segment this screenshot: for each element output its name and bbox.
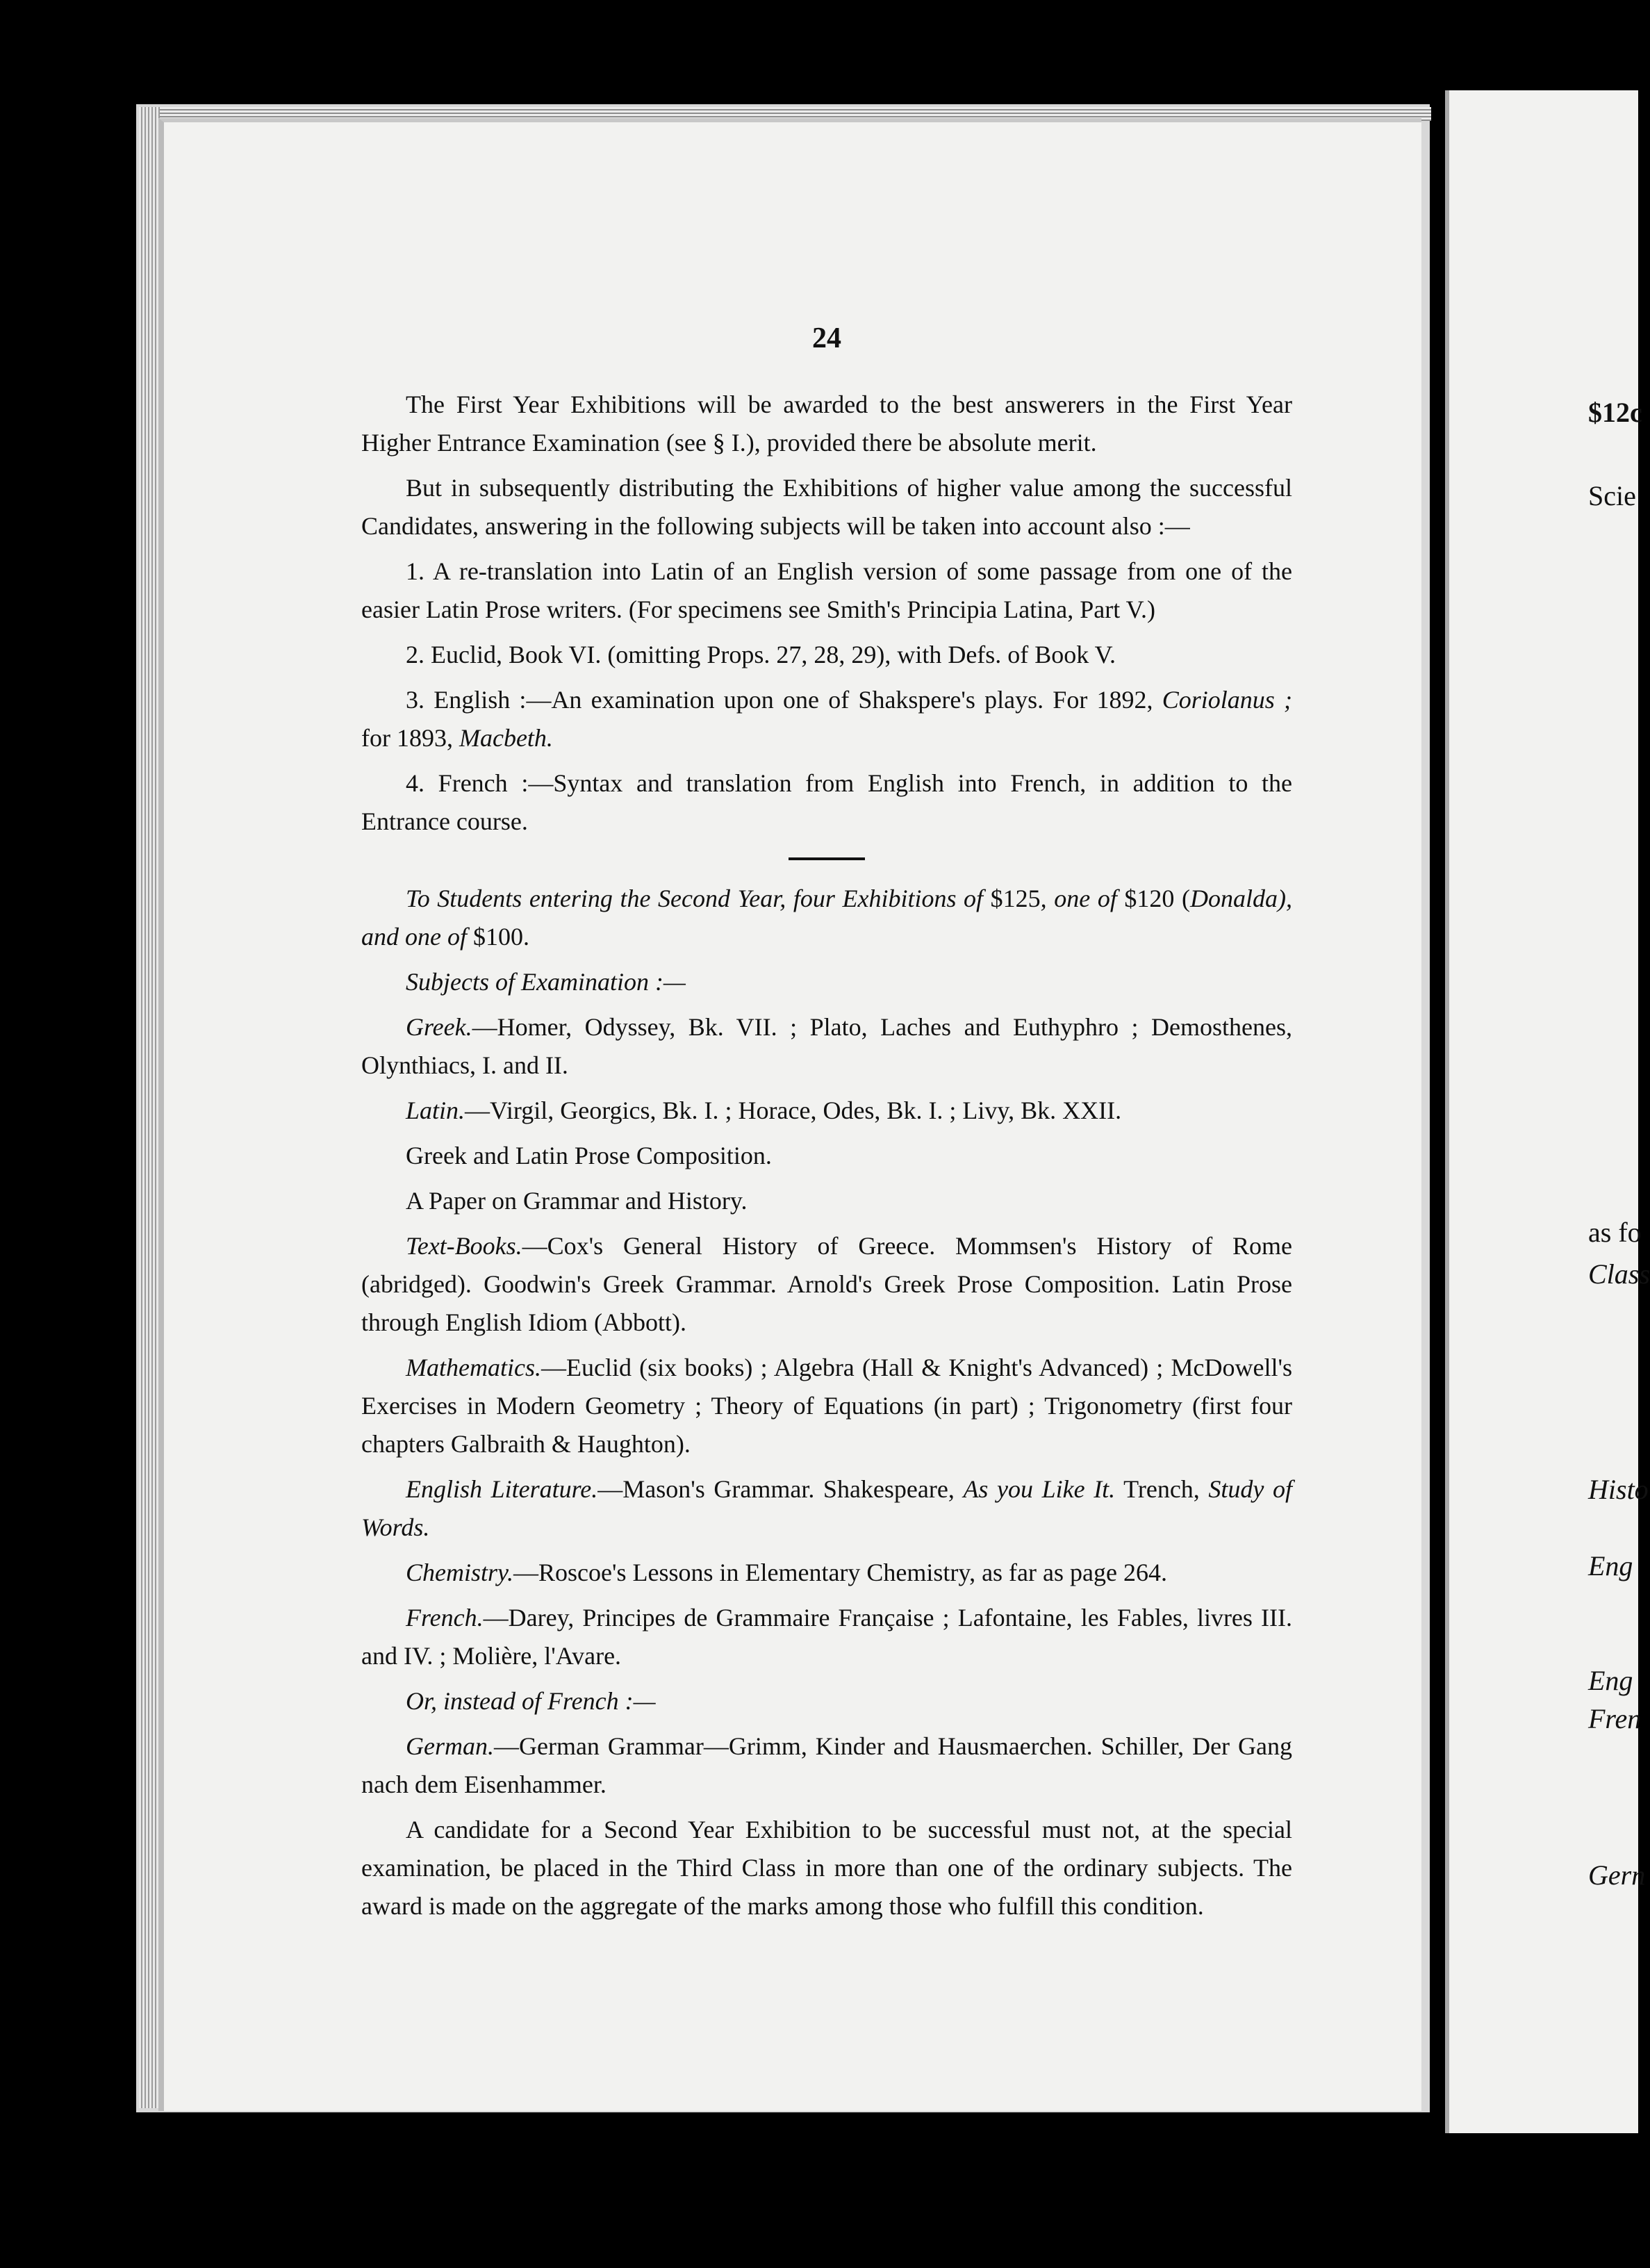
intro-part-c: , one of <box>1040 885 1125 912</box>
right-fragment-5: Histo <box>1588 1474 1649 1505</box>
page-left-edges <box>139 107 160 2108</box>
french-label: French. <box>406 1604 484 1632</box>
french-text: —Darey, Principes de Grammaire Française ; Lafontaine, les Fables, livres III. and IV. ; Molière, l'Avare. <box>361 1604 1292 1670</box>
right-fragment-8: Fren <box>1588 1703 1642 1734</box>
subject-english-literature <box>361 1470 1292 1547</box>
right-fragment-3: as fo <box>1588 1217 1642 1248</box>
right-page-fragment <box>1445 90 1650 2133</box>
intro-amount-100: $100. <box>472 923 529 951</box>
list-item-retranslation: 1. A re-translation into Latin of an English version of some passage from one of the easier Latin Prose writers. (For specimens see Smith's Principia Latina, Part V.) <box>361 557 1292 623</box>
intro-amount-125: $125 <box>990 885 1041 912</box>
section-divider <box>789 857 865 860</box>
englit-text-a: —Mason's Grammar. Shakespeare, <box>597 1475 964 1503</box>
grammar-history: A Paper on Grammar and History. <box>406 1187 748 1215</box>
englit-text-c: Trench, <box>1115 1475 1209 1503</box>
latin-text: —Virgil, Georgics, Bk. I. ; Horace, Odes, Bk. I. ; Livy, Bk. XXII. <box>465 1096 1122 1124</box>
math-label: Mathematics. <box>406 1354 541 1381</box>
right-fragment-2: Scie <box>1588 480 1636 511</box>
chem-label: Chemistry. <box>406 1559 514 1586</box>
paragraph-distribution: But in subsequently distributing the Exhibitions of higher value among the successful Candidates, answering in the following subjects will be taken into account also :— <box>361 474 1292 540</box>
donalda-name: Donalda <box>1190 885 1278 912</box>
textbooks-label: Text-Books. <box>406 1232 522 1260</box>
greek-label: Greek. <box>406 1013 472 1041</box>
right-fragment-6: Eng <box>1588 1550 1633 1581</box>
subject-chemistry <box>361 1554 1292 1592</box>
prose-composition: Greek and Latin Prose Composition. <box>406 1142 772 1169</box>
latin-label: Latin. <box>406 1096 465 1124</box>
intro-part-a: To Students entering the Second Year, four Exhibitions of <box>406 885 991 912</box>
paragraph-first-year: The First Year Exhibitions will be awarded to the best answerers in the First Year Higher Entrance Examination (see § I.), provided there be absolute merit. <box>361 391 1292 457</box>
subject-latin <box>361 1092 1292 1130</box>
english-text: 3. English :—An examination upon one of Shakspere's plays. For 1892, <box>406 686 1153 714</box>
subject-french <box>361 1599 1292 1675</box>
subject-textbooks <box>361 1227 1292 1342</box>
subjects-heading: Subjects of Examination :— <box>406 968 686 996</box>
right-fragment-1: $12c <box>1588 397 1642 428</box>
textbooks-text: —Cox's General History of Greece. Mommsen's History of Rome (abridged). Goodwin's Greek Grammar. Arnold's Greek Prose Composition. Latin Prose through English Idiom (Abbott). <box>361 1232 1292 1336</box>
page-number: 24 <box>812 322 841 354</box>
math-text: —Euclid (six books) ; Algebra (Hall & Knight's Advanced) ; McDowell's Exercises in Modern Geometry ; Theory of Equations (in part) ; Trigonometry (first four chapters Galbraith & Haughton). <box>361 1354 1292 1458</box>
list-item-english <box>361 681 1292 757</box>
as-you-like-it-title: As you Like It. <box>963 1475 1116 1503</box>
final-condition-paragraph: A candidate for a Second Year Exhibition to be successful must not, at the special examination, be placed in the Third Class in more than one of the ordinary subjects. The award is made on the aggregate of the marks among those who fulfill this condition. <box>361 1816 1292 1920</box>
second-year-intro <box>361 880 1292 956</box>
german-text: —German Grammar—Grimm, Kinder and Hausmaerchen. Schiller, Der Gang nach dem Eisenhammer. <box>361 1732 1292 1798</box>
chem-text: —Roscoe's Lessons in Elementary Chemistry, as far as page 264. <box>513 1559 1167 1586</box>
subject-greek <box>361 1008 1292 1085</box>
english-year: for 1893, <box>361 724 459 752</box>
intro-part-f: ), and one of <box>361 885 1293 951</box>
german-label: German. <box>406 1732 494 1760</box>
right-fragment-9: Gern <box>1588 1859 1646 1891</box>
subject-mathematics <box>361 1349 1292 1463</box>
page-content <box>361 320 1292 1932</box>
or-instead-heading: Or, instead of French :— <box>406 1687 656 1715</box>
right-fragment-7: Eng <box>1588 1665 1633 1696</box>
coriolanus-title: Coriolanus ; <box>1162 686 1292 714</box>
englit-label: English Literature. <box>406 1475 598 1503</box>
subject-german <box>361 1727 1292 1804</box>
list-item-french: 4. French :—Syntax and translation from English into French, in addition to the Entrance course. <box>361 769 1292 835</box>
right-fragment-4: Class <box>1588 1258 1650 1290</box>
greek-text: —Homer, Odyssey, Bk. VII. ; Plato, Laches and Euthyphro ; Demosthenes, Olynthiacs, I. and II. <box>361 1013 1292 1079</box>
macbeth-title: Macbeth. <box>459 724 553 752</box>
study-of-words-title: Study of Words. <box>361 1475 1293 1541</box>
intro-amount-120: $120 ( <box>1124 885 1191 912</box>
list-item-euclid: 2. Euclid, Book VI. (omitting Props. 27, 28, 29), with Defs. of Book V. <box>406 641 1116 668</box>
